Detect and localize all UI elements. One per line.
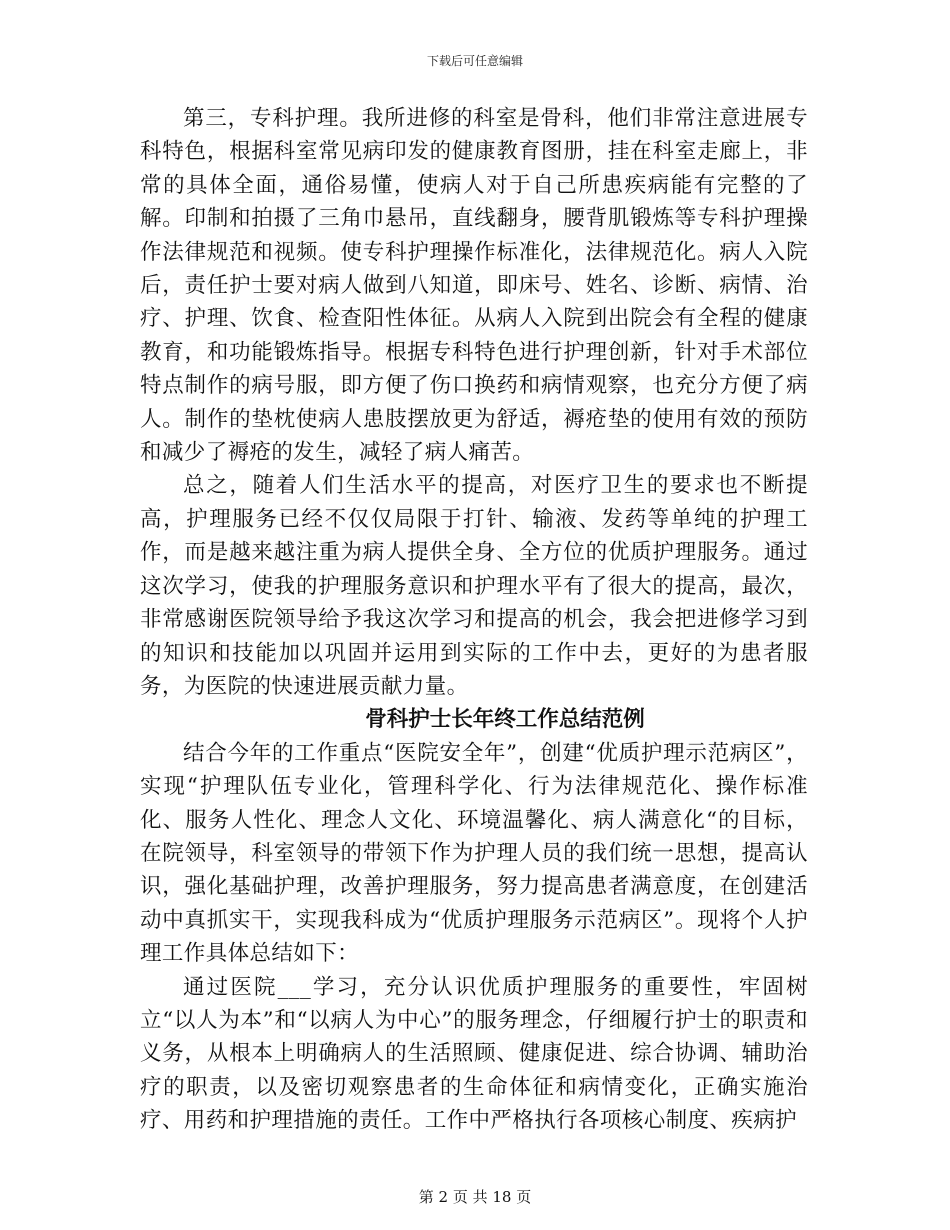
section-title: 骨科护士长年终工作总结范例 [365, 707, 645, 733]
paragraph-conclusion: 总之，随着人们生活水平的提高，对医疗卫生的要求也不断提高，护理服务已经不仅仅局限于打针、输液、发药等单纯的护理工作，而是越来越注重为病人提供全身、全方位的优质护理服务。通过这次学习，使我的护理服务意识和护理水平有了很大的提高，最次，非常感谢医院领导给予我这次学习和提高的机会，我会把进修学习到的知识和技能加以巩固并运用到实际的工作中去，更好的为患者服务，为医院的快速进展贡献力量。 [140, 473, 808, 699]
document-body [140, 102, 808, 1138]
paragraph-study: 通过医院___学习，充分认识优质护理服务的重要性，牢固树立“以人为本”和“以病人为中心”的服务理念，仔细履行护士的职责和义务，从根本上明确病人的生活照顾、健康促进、综合协调、辅助治疗的职责，以及密切观察患者的生命体征和病情变化，正确实施治疗、用药和护理措施的责任。工作中严格执行各项核心制度、疾病护 [140, 974, 808, 1134]
header-note: 下载后可任意编辑 [426, 54, 523, 68]
page-number: 第 2 页 共 18 页 [418, 1188, 532, 1206]
paragraph-work-focus: 结合今年的工作重点“医院安全年”，创建“优质护理示范病区”，实现“护理队伍专业化，管理科学化、行为法律规范化、操作标准化、服务人性化、理念人文化、环境温馨化、病人满意化“的目标，在院领导，科室领导的带领下作为护理人员的我们统一思想，提高认识，强化基础护理，改善护理服务，努力提高患者满意度，在创建活动中真抓实干，实现我科成为“优质护理服务示范病区”。现将个人护理工作具体总结如下： [140, 740, 808, 967]
paragraph-specialty-nursing: 第三，专科护理。我所进修的科室是骨科，他们非常注意进展专科特色，根据科室常见病印发的健康教育图册，挂在科室走廊上，非常的具体全面，通俗易懂，使病人对于自己所患疾病能有完整的了解。印制和拍摄了三角巾悬吊，直线翻身，腰背肌锻炼等专科护理操作法律规范和视频。使专科护理操作标准化，法律规范化。病人入院后，责任护士要对病人做到八知道，即床号、姓名、诊断、病情、治疗、护理、饮食、检查阳性体征。从病人入院到出院会有全程的健康教育，和功能锻炼指导。根据专科特色进行护理创新，针对手术部位特点制作的病号服，即方便了伤口换药和病情观察，也充分方便了病人。制作的垫枕使病人患肢摆放更为舒适，褥疮垫的使用有效的预防和减少了褥疮的发生，减轻了病人痛苦。 [140, 106, 808, 466]
